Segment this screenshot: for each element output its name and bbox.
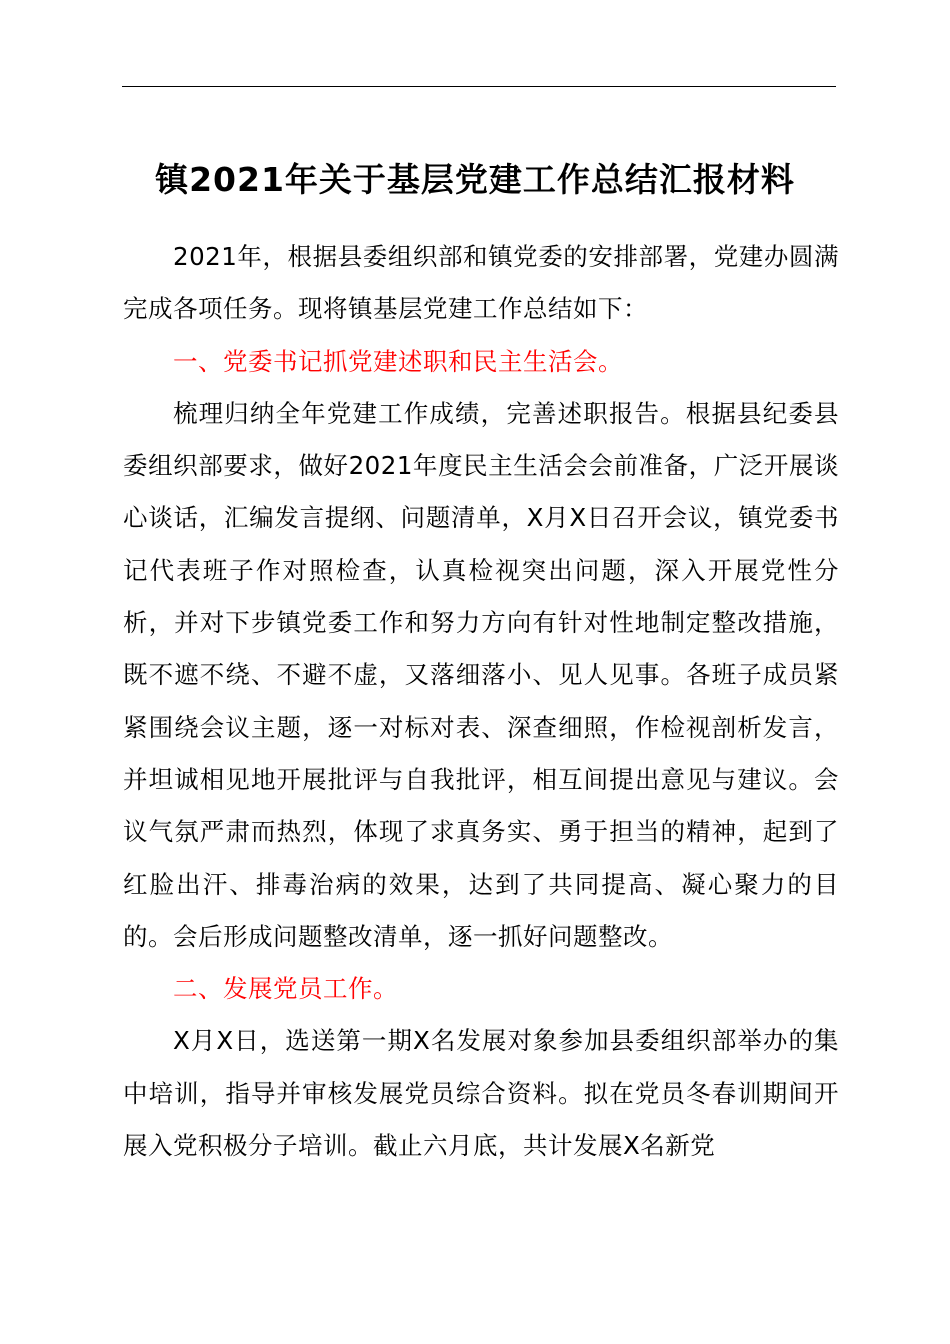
section-heading-1: 一、党委书记抓党建述职和民主生活会。 (173, 346, 623, 376)
section-body-1: 梳理归纳全年党建工作成绩，完善述职报告。根据县纪委县委组织部要求，做好2021年度民主生活会会前准备，广泛开展谈心谈话，汇编发言提纲、问题清单，X月X日召开会议，镇党委书记代表班子作对照检查，认真检视突出问题，深入开展党性分析，并对下步镇党委工作和努力方向有针对性地制定整改措施，既不遮不绕、不避不虚，又落细落小、见人见事。各班子成员紧紧围绕会议主题，逐一对标对表、深查细照，作检视剖析发言，并坦诚相见地开展批评与自我批评，相互间提出意见与建议。会议气氛严肃而热烈，体现了求真务实、勇于担当的精神，起到了红脸出汗、排毒治病的效果，达到了共同提高、凝心聚力的目的。会后形成问题整改清单，逐一抓好问题整改。 (123, 398, 839, 951)
section-heading-2: 二、发展党员工作。 (173, 974, 398, 1004)
document-body (123, 231, 839, 1172)
document-title: 镇2021年关于基层党建工作总结汇报材料 (155, 160, 795, 199)
header-rule (122, 86, 836, 87)
section-body-2: X月X日，选送第一期X名发展对象参加县委组织部举办的集中培训，指导并审核发展党员综合资料。拟在党员冬春训期间开展入党积极分子培训。截止六月底，共计发展X名新党 (123, 1026, 839, 1161)
intro-paragraph: 2021年，根据县委组织部和镇党委的安排部署，党建办圆满完成各项任务。现将镇基层党建工作总结如下： (123, 242, 839, 324)
